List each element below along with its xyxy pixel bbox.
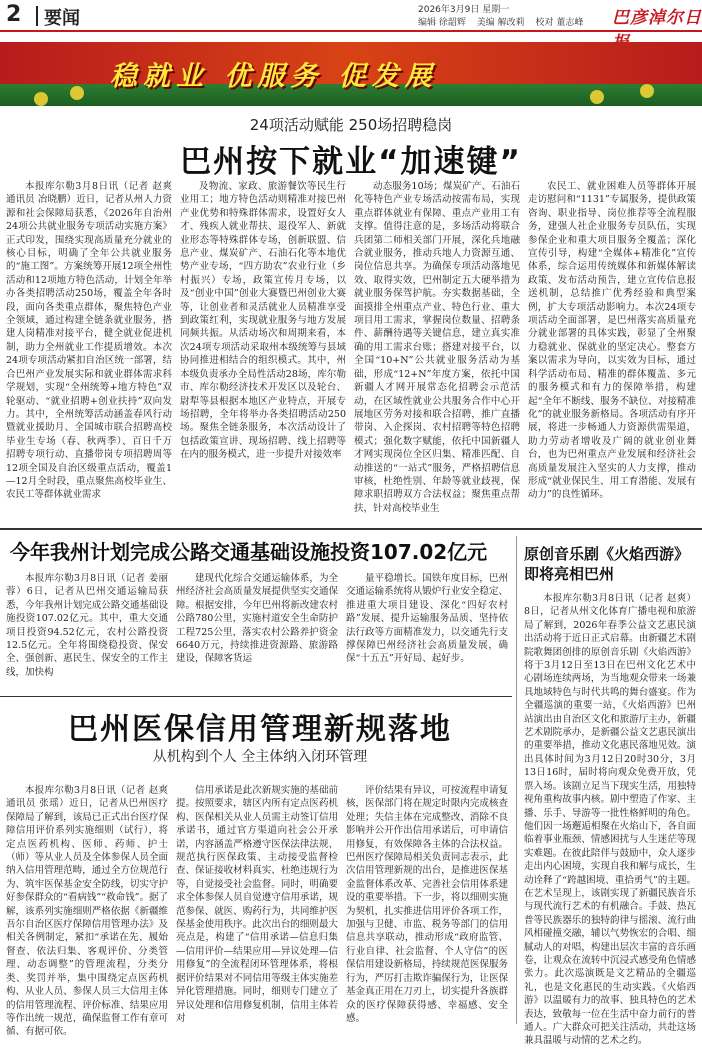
- slogan-banner: [0, 42, 702, 106]
- article3-headline: 巴州医保信用管理新规落地: [68, 712, 452, 747]
- article1-paragraph: 及物流、家政、旅游餐饮等民生行业用工；地方特色活动则精准对接巴州产业优势和特殊群体需求，设置好女人才、残疾人就业帮扶、退役军人、新就业形态等特殊群体专场，创新联盟、信息产业、煤炭矿产、石油石化等本地优势产业专场，“四方助农”农业行业（乡村振兴）专场，政策宣传月专场，以及“创业中国”创业大赛暨巴州创业大赛等，让创业者和灵活就业人员精准享受到政策红利，实现就业服务与地方发展同频共振。从活动场次和周期来看，本次24项专项活动采取州本级统筹与县域协同推进相结合的组织模式。其中，州本级负责承办全局性活动28场，库尔勒市、库尔勒经济技术开发区以及轮台、尉犁等县根据本地区产业特点，开展专场招聘，全年将举办各类招聘活动250场。聚焦全链条服务，本次活动设计了包括政策宣讲、现场招聘、线上招聘等在内的服务模式，进一步提升对接效率: [180, 181, 346, 461]
- article1-column: [354, 180, 520, 522]
- article3-paragraph: 评价结果有异议，可按流程申请复核，医保部门将在规定时限内完成核查处理；失信主体在完成整改、消除不良影响并公开作出信用承诺后，可申请信用修复，有效保障各主体的合法权益。巴州医疗保障局相关负责同志表示，此次信用管理新规的出台，是推进医保基金监督体系改革、完善社会信用体系建设的重要举措。下一步，将以细则实施为契机，扎实推进信用评价各项工作，加强与卫健、市监、税务等部门的信用信息共享联动，推动形成“政府监管、行业自律、社会监督、个人守信”的医保信用建设新格局，持续规范医保服务行为，严厉打击欺诈骗保行为，让医保基金真正用在刀刃上，切实提升各族群众的医疗保障获得感、幸福感、安全感。: [346, 785, 508, 1024]
- article2-paragraph: 本报库尔勒3月8日讯（记者 姜丽蓉）6日，记者从巴州交通运输局获悉，今年我州计划完成公路交通基础设施投资107.02亿元。其中，重大交通项目投资94.52亿元，农村公路投资12.5亿元。全年将围绕稳投资、保安全、强创新、惠民生、保安全的工作主线，加快构: [6, 573, 168, 678]
- article3-paragraph: 本报库尔勒3月8日讯（记者 赵爽 通讯员 张瑶）近日，记者从巴州医疗保障局了解到，该局已正式出台医疗保障信用评价系列实施细则（试行），将定点医药机构、医师、药师、护士（师）等从业人员及全体参保人员全面纳入信用管理范畴，通过全方位规范行为、筑牢医保基金安全防线，切实守护好参保群众的“看病钱”“救命钱”。据了解，该系列实施细则严格依据《新疆维吾尔自治区医疗保障信用管理办法》及相关各例制定，紧扣“承诺在先、履始督查、依法归集、客观评价、分类管理、动态调整”的管理流程，分类分类、奖罚并举，集中围绕定点医药机构、从业人员、参保人员三大信用主体的信用管理流程、评价标准、结果应用等作出统一规范，确保监督工作有章可循、有据可依。: [6, 785, 168, 1038]
- proof-label: 校对 董志峰: [535, 18, 584, 28]
- page-header: [0, 0, 702, 32]
- sidebar-column: [524, 592, 696, 1047]
- flower-icon: [70, 86, 84, 100]
- article2-column: [346, 572, 508, 692]
- article1-column: [6, 180, 172, 522]
- article2-headline: 今年我州计划完成公路交通基础设施投资107.02亿元: [10, 540, 488, 564]
- article2-paragraph: 建现代化综合交通运输体系，为全州经济社会高质量发展提供坚实交通保障。根据安排，今年巴州将新改建农村公路780公里，实施村道安全生命防护工程725公里，落实农村公路养护资金6640万元，持续推进资源路、旅游路建设，保障客货运: [176, 573, 338, 665]
- flower-icon: [640, 84, 654, 98]
- sidebar-paragraph: 本报库尔勒3月8日讯（记者 赵爽）8日，记者从州文化体育广播电视和旅游局了解到，2026年春季公益文艺惠民演出活动将于近日正式启幕。由新疆艺术剧院歌舞团创排的原创音乐剧《火焰西游》将于3月12日至13日在巴州文化艺术中心剧场连续两场，为当地观众带来一场兼具地域特色与时代共鸣的舞台盛宴。作为全疆巡演的重要一站，《火焰西游》巴州站演出由自治区文化和旅游厅主办，新疆艺术剧院承办，是新疆公益文艺惠民演出的重要举措，推动文化惠民落地见效。演出具体时间为3月12日20时30分，3月13日16时，届时将向观众免费开放，凭票入场。该剧立足当下现实生活，用独特视角重构故事内核。剧中塑造了作家、主播、乐手、导游等一批性格鲜明的角色。他们因一场邂逅相聚在火焰山下，各自面临着事业瓶颈、情感困扰与人生迷茫等现实难题。在彼此陪伴与鼓励中，众人逐步走出内心困境，实现自我和解与成长，生动诠释了“跨越困境、重拾勇气”的主题。在艺术呈现上，该剧实现了新疆民族音乐与现代流行艺术的有机融合。手鼓、热瓦普等民族器乐的独特韵律与摇滚、流行曲风相碰撞交融，辅以气势恢宏的合唱、细腻动人的对唱，构建出层次丰富的音乐画卷，让观众在流转中沉浸式感受角色情感张力。此次巡演既是文艺精品的全疆巡礼，也是文化惠民的生动实践。《火焰西游》以温暖有力的故事、独具特色的艺术表达，致敬每一位在生活中奋力前行的普通人。广大群众可把关注活动，共赴这场兼具温暖与动情的艺术之约。: [524, 593, 696, 1047]
- article1-column: [528, 180, 696, 522]
- newspaper-logo: 巴彦淖尔日: [612, 8, 702, 28]
- article2-column: [6, 572, 168, 692]
- article1-paragraph: 本报库尔勒3月8日讯（记者 赵爽 通讯员 冶晓鹏）近日，记者从州人力资源和社会保障局获悉，《2026年自治州24项公共就业服务专项活动实施方案》正式印发，围绕实现高质量充分就业的核心目标，明确了全年公共就业服务的“施工图”。方案统筹开展12项全州性活动和12项地方特色活动，计划全年举办各类招聘活动250场，覆盖全年各时段，面向各类重点群体，聚焦特色产业全领域，通过构建全链条就业服务，搭建人岗精准对接平台，健全就业促进机制，助力全州就业工作提质增效。本次24项专项活动紧扣自治区统一部署，结合巴州产业发展实际和就业群体需求科学规划，实现“全州统筹+地方特色”双轮驱动、“就业招聘+创业扶持”双向发力。其中，全州统筹活动涵盖春风行动暨就业援助月、全国城市联合招聘高校毕业生专场（春、秋两季）、百日千万招聘专项行动、直播带岗专项招聘周等12项全国及自治区级重点活动，覆盖1—12月全时段，重点聚焦高校毕业生、农民工等群体就业需求: [6, 181, 172, 501]
- editor-label: 编辑 徐韶辉: [418, 18, 466, 28]
- article1-column: [180, 180, 346, 522]
- section-divider: [0, 528, 702, 530]
- article2-column: [176, 572, 338, 692]
- article3-column: [6, 784, 168, 1038]
- editor-credits: [418, 15, 591, 28]
- article1-paragraph: 动态服务10场；煤炭矿产、石油石化等特色产业专场活动按需布局，实现重点群体就业有保障、重点产业用工有支撑。值得注意的是，多场活动将联合兵团第二师相关部门开展，深化兵地融合就业服务，推动兵地人力资源互通、岗位信息共享。为确保专项活动落地见效、取得实效，巴州制定五大硬举措为就业服务保驾护航。夯实数据基础，全面摸排全州重点产业、特色行业、重大项目用工需求，掌握岗位数量、招聘条件、薪酬待遇等关键信息，建立真实准确的用工需求台账；搭建对接平台，以全国“10+N”公共就业服务活动为基础，形成“12+N”年度方案，依托中国新疆人才网开展常态化招聘会示范活动，在区域性就业公共服务合作中心开展地区劳务对接和联合招聘，推广直播带岗、入企探岗、农村招聘等特色招聘模式；强化数字赋能，依托中国新疆人才网实现岗位全区归集、精准匹配、自动推送的“一站式”服务，严格招聘信息审核，杜绝性别、年龄等就业歧视，保障求职招聘双方合法权益；聚焦重点帮扶，针对高校毕业生: [354, 181, 520, 514]
- section-divider: [0, 696, 512, 697]
- flower-icon: [34, 92, 48, 106]
- flower-icon: [590, 90, 604, 104]
- article1-headline: 巴州按下就业“加速键”: [180, 144, 522, 180]
- article1-subtitle: 24项活动赋能 250场招聘稳岗: [249, 116, 453, 134]
- article1-paragraph: 农民工、就业困难人员等群体开展走访慰问和“1131”专属服务，提供政策咨询、职业指导、岗位推荐等全流程服务，建强人社企业服务专员队伍，实现参保企业和重大项目服务全覆盖；深化宣传引导，构建“全媒体+精准化”宣传体系，综合运用传统媒体和新媒体解读政策、发布活动预告，建立宣传信息报送机制，总结推广优秀经验和典型案例，扩大专项活动影响力。本次24项专项活动全面部署，是巴州落实高质量充分就业部署的具体实践，彰显了全州聚力稳就业、保就业的坚定决心。整套方案以需求为导向，以实效为目标，通过科学活动布局、精准的群体覆盖、多元的服务模式和有力的保障举措，构建起“全年不断线、服务不缺位、对接精准化”的就业服务新格局。各项活动有序开展，将进一步畅通人力资源供需渠道，助力劳动者增收及广阔的就业创业舞台，也为巴州重点产业发展和经济社会高质量发展注入坚实的人力支撑，推动形成“就业保民生、用工育潜能、发展有动力”的良性循环。: [528, 181, 696, 501]
- designer-label: 美编 解改莉: [476, 18, 525, 28]
- banner-slogan: 稳就业 优服务 促发展: [110, 61, 438, 92]
- article3-column: [176, 784, 338, 1024]
- issue-date: 2026年3月9日 星期一: [418, 5, 510, 15]
- article3-paragraph: 信用承诺是此次新规实施的基础前提。按照要求，辖区内所有定点医药机构、医保相关从业人员需主动签订信用承诺书，通过官方渠道向社会公开承诺，内容涵盖严格遵守医保法律法规、规范执行医保政策、主动接受监督检查、保证接收材料真实、杜绝违规行为等，自觉接受社会监督。同时，明确要求全体参保人员自觉遵守信用承诺，规范参保、就医、购药行为，共同维护医保基金使用秩序。此次出台的细则最大亮点是，构建了“信用承诺—信息归集—信用评价—结果应用—异议处理—信用修复”的全流程闭环管理体系，将根据评价结果对不同信用等级主体实施差异化管理措施。同时，细则专门建立了异议处理和信用修复机制，信用主体若对: [176, 785, 338, 1024]
- article3-column: [346, 784, 508, 1024]
- page-number: 2: [6, 2, 22, 27]
- sidebar-headline: 原创音乐剧《火焰西游》即将亮相巴州: [524, 545, 690, 583]
- article3-subtitle: 从机构到个人 全主体纳入闭环管理: [152, 749, 368, 765]
- section-name: 要闻: [44, 8, 80, 29]
- header-divider: [36, 6, 38, 26]
- article2-paragraph: 量平稳增长。国铁年度目标，巴州交通运输系统将从锻炉行业安全稳定、推进重大项目建设、深化“四好农村路”发展、提升运输服务品质、坚持依法行政等方面精准发力，以交通先行支撑保障巴州经济社会高质量发展，确保“十五五”开好局、起好步。: [346, 573, 508, 665]
